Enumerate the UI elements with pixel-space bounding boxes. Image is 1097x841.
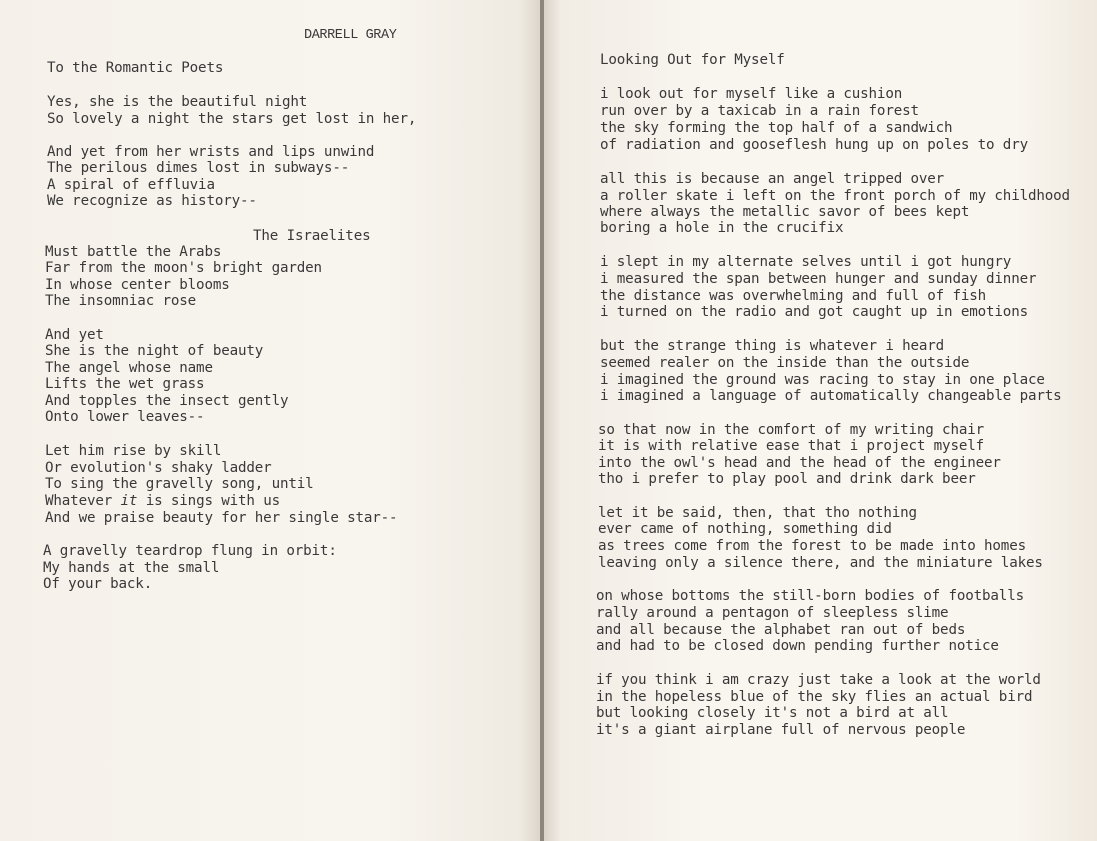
poem-line: Must battle the Arabs [45, 244, 222, 260]
page-header-author: DARRELL GRAY [304, 28, 397, 43]
poem-line: So lovely a night the stars get lost in her, [47, 111, 417, 127]
poem-line: as trees come from the forest to be made into homes [598, 538, 1026, 554]
poem-line: it's a giant airplane full of nervous people [596, 722, 966, 738]
poem-line: The perilous dimes lost in subways-- [47, 160, 350, 176]
poem-line: The insomniac rose [45, 293, 197, 309]
poem-line: of radiation and gooseflesh hung up on poles to dry [600, 137, 1028, 153]
poem-line: but looking closely it's not a bird at all [596, 705, 949, 721]
poem-line: ever came of nothing, something did [598, 521, 892, 537]
poem-line: And we praise beauty for her single star-- [45, 510, 398, 526]
poem-line: tho i prefer to play pool and drink dark beer [598, 471, 976, 487]
poem-line: i imagined a language of automatically changeable parts [600, 388, 1062, 404]
poem-line: into the owl's head and the head of the engineer [598, 455, 1001, 471]
poem-line-part: is sings with us [137, 493, 280, 509]
poem-line: And yet from her wrists and lips unwind [47, 144, 375, 160]
poem-line: i slept in my alternate selves until i got hungry [600, 254, 1012, 270]
poem-line: My hands at the small [43, 560, 220, 576]
poem-line: Let him rise by skill [45, 443, 222, 459]
poem-line: In whose center blooms [45, 277, 230, 293]
poem-line: We recognize as history-- [47, 193, 257, 209]
right-page [544, 0, 1097, 841]
poem-line: i imagined the ground was racing to stay in one place [600, 372, 1045, 388]
poem-title: To the Romantic Poets [47, 60, 224, 76]
poem-line: i measured the span between hunger and sunday dinner [600, 271, 1037, 287]
poem-line: let it be said, then, that tho nothing [598, 505, 917, 521]
poem-line-italic: it [120, 493, 138, 509]
poem-line: in the hopeless blue of the sky flies an actual bird [596, 689, 1033, 705]
poem-line: The angel whose name [45, 360, 213, 376]
poem-line: Of your back. [43, 576, 153, 592]
poem-line: on whose bottoms the still-born bodies of footballs [596, 588, 1024, 604]
poem-line: seemed realer on the inside than the outside [600, 355, 970, 371]
poem-line: A spiral of effluvia [47, 177, 215, 193]
poem-line: and had to be closed down pending further notice [596, 638, 999, 654]
poem-subtitle: The Israelites [253, 228, 371, 244]
poem-line: leaving only a silence there, and the miniature lakes [598, 555, 1043, 571]
poem-line: all this is because an angel tripped over [600, 171, 945, 187]
poem-line: i turned on the radio and got caught up in emotions [600, 304, 1028, 320]
poem-line: it is with relative ease that i project myself [598, 438, 985, 454]
poem-line: To sing the gravelly song, until [45, 476, 314, 492]
poem-line: Lifts the wet grass [45, 376, 205, 392]
poem-line: and all because the alphabet ran out of beds [596, 622, 966, 638]
poem-line: a roller skate i left on the front porch of my childhood [600, 188, 1070, 204]
poem-line-part: Whatever [45, 493, 121, 509]
poem-line: And yet [45, 327, 104, 343]
poem-line: Yes, she is the beautiful night [47, 94, 308, 110]
poem-line: Onto lower leaves-- [45, 409, 205, 425]
poem-line: the distance was overwhelming and full of fish [600, 288, 987, 304]
poem-line: i look out for myself like a cushion [600, 86, 903, 102]
poem-line: Far from the moon's bright garden [45, 260, 322, 276]
poem-line: A gravelly teardrop flung in orbit: [43, 543, 337, 559]
poem-line: She is the night of beauty [45, 343, 264, 359]
poem-line: rally around a pentagon of sleepless slime [596, 605, 949, 621]
poem-line: boring a hole in the crucifix [600, 220, 844, 236]
poem-title: Looking Out for Myself [600, 52, 785, 68]
left-page [0, 0, 542, 841]
poem-line: Or evolution's shaky ladder [45, 460, 272, 476]
poem-line: the sky forming the top half of a sandwich [600, 120, 953, 136]
poem-line: run over by a taxicab in a rain forest [600, 103, 919, 119]
poem-line: And topples the insect gently [45, 393, 289, 409]
poem-line: but the strange thing is whatever i heard [600, 338, 945, 354]
poem-line [45, 493, 280, 509]
poem-line: if you think i am crazy just take a look at the world [596, 672, 1041, 688]
poem-line: so that now in the comfort of my writing chair [598, 422, 985, 438]
poem-line: where always the metallic savor of bees kept [600, 204, 970, 220]
